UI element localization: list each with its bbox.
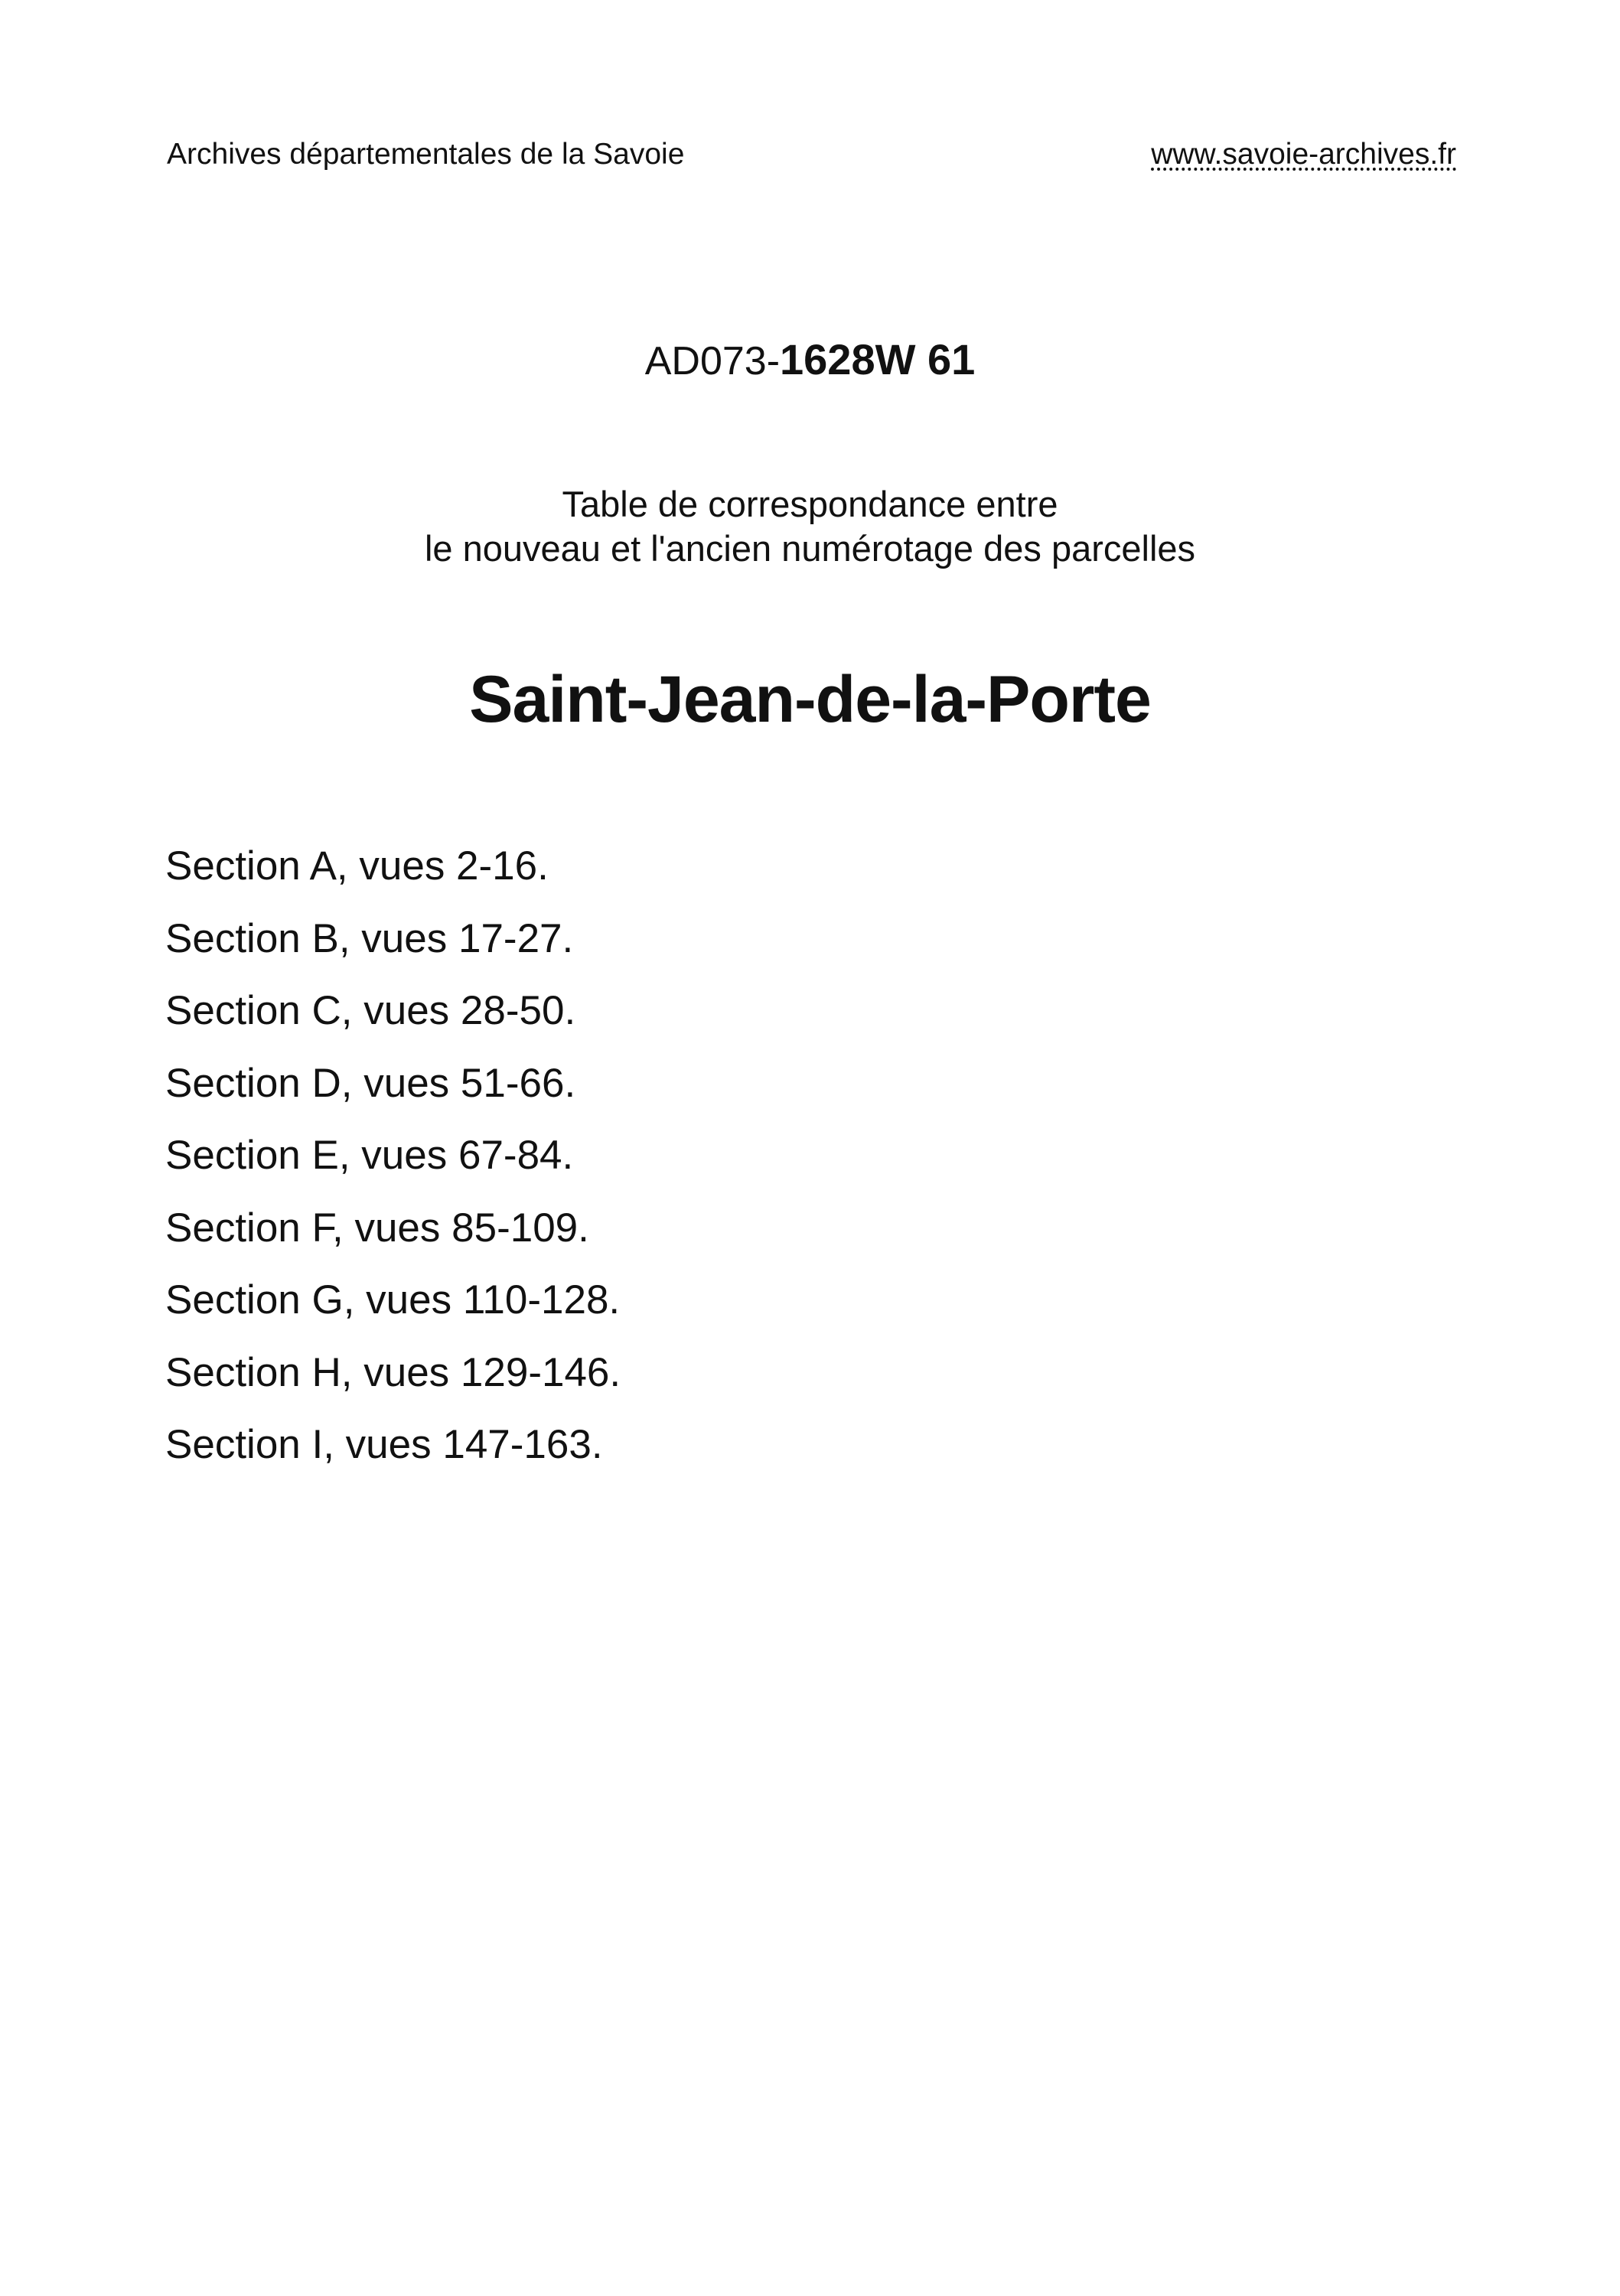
document-subtitle	[0, 482, 1620, 571]
website-link[interactable]: www.savoie-archives.fr	[1151, 138, 1456, 171]
commune-title: Saint-Jean-de-la-Porte	[469, 663, 1151, 736]
archive-name: Archives départementales de la Savoie	[167, 138, 685, 171]
section-item: Section B, vues 17-27.	[165, 915, 574, 961]
section-item: Section G, vues 110-128.	[165, 1277, 621, 1322]
section-item: Section F, vues 85-109.	[165, 1205, 589, 1251]
section-item: Section D, vues 51-66.	[165, 1060, 576, 1106]
document-reference	[0, 335, 1620, 386]
sections-list	[165, 830, 621, 1482]
subtitle-line-2: le nouveau et l'ancien numérotage des parcelles	[424, 528, 1196, 569]
section-item: Section H, vues 129-146.	[165, 1349, 621, 1395]
reference-code: 1628W 61	[780, 335, 976, 383]
section-item: Section A, vues 2-16.	[165, 843, 549, 889]
section-item: Section I, vues 147-163.	[165, 1422, 603, 1467]
subtitle-line-1: Table de correspondance entre	[562, 484, 1058, 524]
section-item: Section E, vues 67-84.	[165, 1133, 574, 1178]
section-item: Section C, vues 28-50.	[165, 988, 576, 1033]
reference-prefix: AD073-	[644, 339, 781, 383]
